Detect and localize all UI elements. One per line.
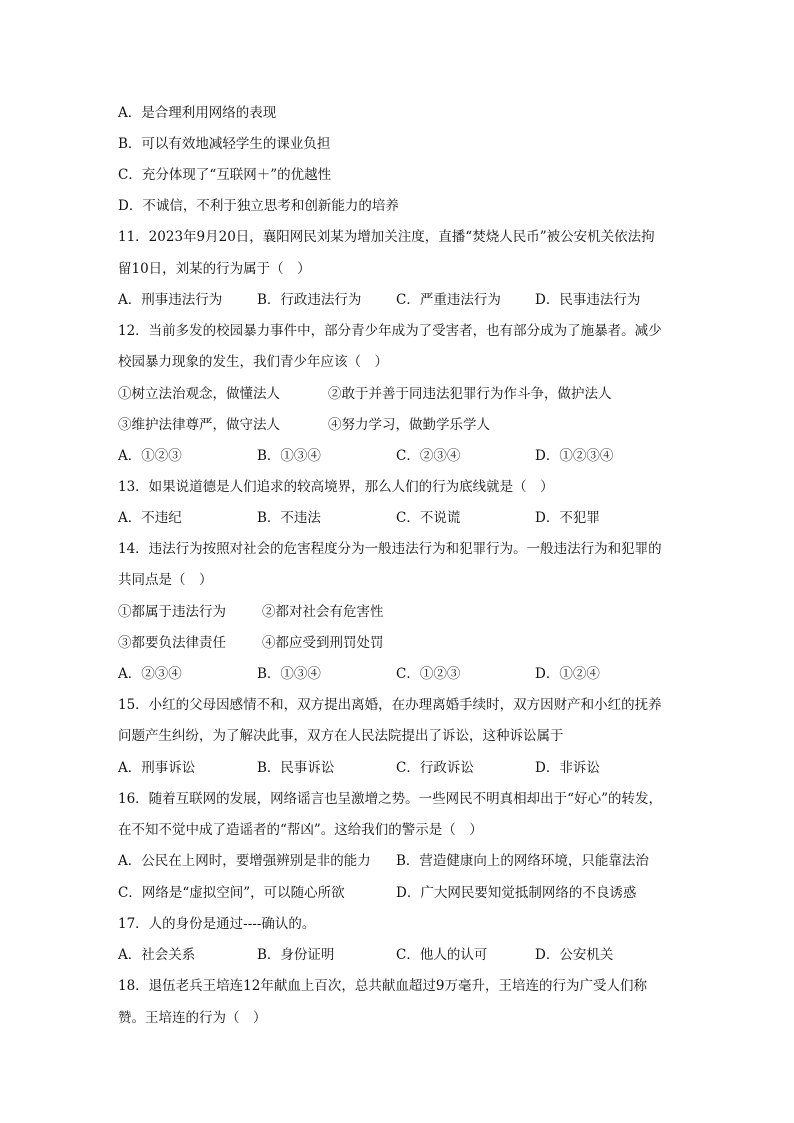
q10-option-c: C．充分体现了“互联网＋”的优越性 <box>118 167 332 183</box>
q13-option-c: C．不说谎 <box>396 510 461 526</box>
q12-option-a: A．①②③ <box>118 448 182 464</box>
q14-stem-line1: 14．违法行为按照对社会的危害程度分为一般违法行为和犯罪行为。一般违法行为和犯罪的 <box>118 541 662 557</box>
q10-option-a: A．是合理利用网络的表现 <box>118 105 277 121</box>
q17-option-a: A．社会关系 <box>118 947 196 963</box>
q13-option-a: A．不违纪 <box>118 510 182 526</box>
q14-item-3: ③都要负法律责任 <box>118 635 226 651</box>
q16-stem-line1: 16．随着互联网的发展，网络谣言也呈激增之势。一些网民不明真相却出于“好心”的转发， <box>118 791 662 807</box>
q14-option-a: A．②③④ <box>118 666 182 682</box>
q15-option-c: C．行政诉讼 <box>396 760 474 776</box>
q12-item-3: ③维护法律尊严，做守法人 <box>118 417 280 433</box>
q12-option-c: C．②③④ <box>396 448 461 464</box>
q13-option-d: D．不犯罪 <box>535 510 600 526</box>
q15-stem-line1: 15．小红的父母因感情不和，双方提出离婚，在办理离婚手续时，双方因财产和小红的抚养 <box>118 697 662 713</box>
q16-option-a: A．公民在上网时，要增强辨别是非的能力 <box>118 853 371 869</box>
q10-option-b: B．可以有效地减轻学生的课业负担 <box>118 136 331 152</box>
q14-option-c: C．①②③ <box>396 666 461 682</box>
q15-option-a: A．刑事诉讼 <box>118 760 196 776</box>
q12-item-4: ④努力学习，做勤学乐学人 <box>328 417 490 433</box>
q15-option-b: B．民事诉讼 <box>257 760 335 776</box>
q12-option-d: D．①②③④ <box>535 448 614 464</box>
q14-item-4: ④都应受到刑罚处罚 <box>262 635 384 651</box>
q18-stem-line2: 赞。王培连的行为（ ） <box>118 1010 267 1026</box>
q14-option-b: B．①③④ <box>257 666 321 682</box>
q11-option-b: B．行政违法行为 <box>257 292 362 308</box>
q11-stem-line2: 留10日，刘某的行为属于（ ） <box>118 261 311 277</box>
q16-option-b: B．营造健康向上的网络环境，只能靠法治 <box>396 853 649 869</box>
q12-item-2: ②敢于并善于同违法犯罪行为作斗争，做护法人 <box>328 386 612 402</box>
q15-stem-line2: 问题产生纠纷，为了解决此事，双方在人民法院提出了诉讼，这种诉讼属于 <box>118 728 564 744</box>
q17-option-c: C．他人的认可 <box>396 947 488 963</box>
q17-stem: 17．人的身份是通过----确认的。 <box>118 916 316 932</box>
q16-stem-line2: 在不知不觉中成了造谣者的“帮凶”。这给我们的警示是（ ） <box>118 822 483 838</box>
q17-option-b: B．身份证明 <box>257 947 335 963</box>
q15-option-d: D．非诉讼 <box>535 760 600 776</box>
q12-stem-line2: 校园暴力现象的发生，我们青少年应该（ ） <box>118 354 388 370</box>
q12-item-1: ①树立法治观念，做懂法人 <box>118 386 280 402</box>
q11-option-a: A．刑事违法行为 <box>118 292 223 308</box>
q13-stem: 13．如果说道德是人们追求的较高境界，那么人们的行为底线就是（ ） <box>118 479 554 495</box>
q12-option-b: B．①③④ <box>257 448 321 464</box>
q14-option-d: D．①②④ <box>535 666 600 682</box>
q11-option-c: C．严重违法行为 <box>396 292 501 308</box>
q10-option-d: D．不诚信，不利于独立思考和创新能力的培养 <box>118 198 399 214</box>
q14-item-2: ②都对社会有危害性 <box>262 604 384 620</box>
q17-option-d: D．公安机关 <box>535 947 614 963</box>
q11-stem-line1: 11．2023年9月20日，襄阳网民刘某为增加关注度，直播“焚烧人民币”被公安机关依法拘 <box>118 229 655 245</box>
q12-stem-line1: 12．当前多发的校园暴力事件中，部分青少年成为了受害者，也有部分成为了施暴者。减少 <box>118 323 662 339</box>
q18-stem-line1: 18．退伍老兵王培连12年献血上百次，总共献血超过9万毫升，王培连的行为广受人们称 <box>118 978 647 994</box>
q14-stem-line2: 共同点是（ ） <box>118 572 213 588</box>
q13-option-b: B．不违法 <box>257 510 321 526</box>
q11-option-d: D．民事违法行为 <box>535 292 641 308</box>
q14-item-1: ①都属于违法行为 <box>118 604 226 620</box>
q16-option-d: D．广大网民要知觉抵制网络的不良诱惑 <box>396 885 637 901</box>
q16-option-c: C．网络是“虚拟空间”，可以随心所欲 <box>118 885 345 901</box>
